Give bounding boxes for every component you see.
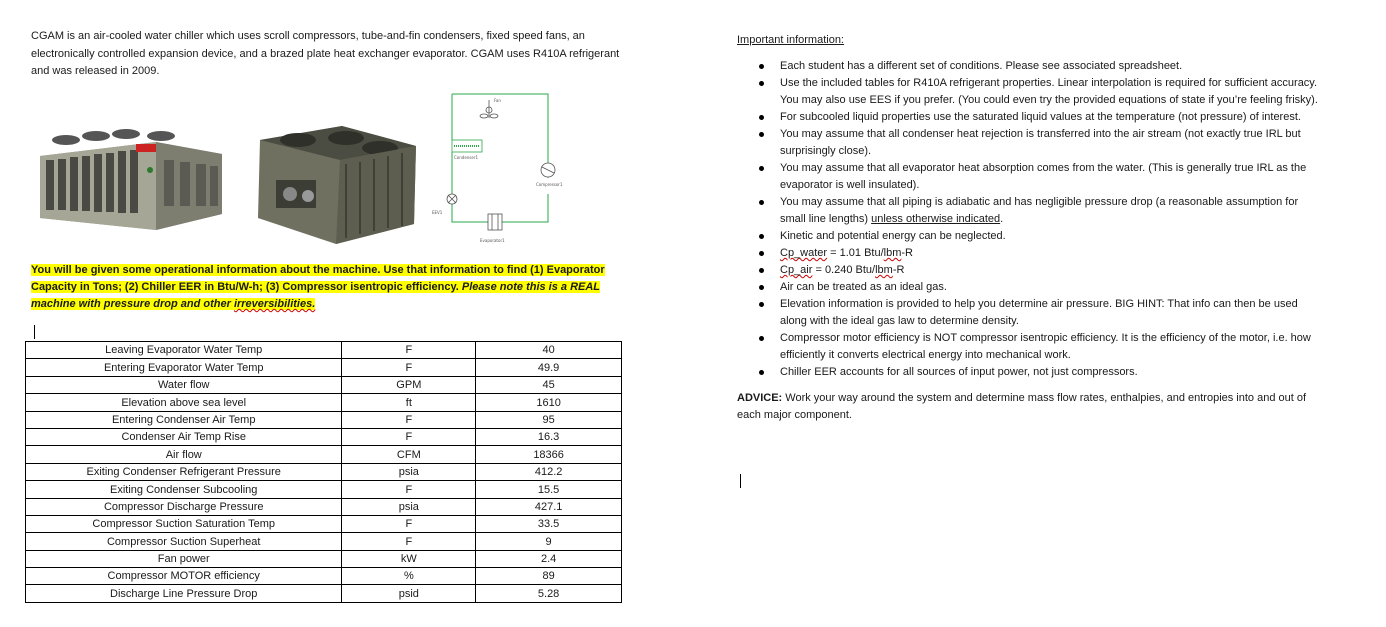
table-row (26, 411, 622, 428)
eev-label: EEV1 (432, 210, 443, 215)
table-row (26, 342, 622, 359)
advice-text: Work your way around the system and determine mass flow rates, enthalpies, and entropies into and out of each major component. (737, 392, 1307, 421)
table-row (26, 481, 622, 498)
table-cell-value: 15.5 (476, 481, 622, 498)
advice-paragraph (737, 390, 1337, 424)
evaporator-label: Evaporator1 (480, 238, 505, 243)
list-item: Elevation information is provided to help you determine air pressure. BIG HINT: That info can then be used along with the ideal gas law to determine density. (737, 296, 1337, 330)
compressor-label: Compressor1 (536, 182, 563, 187)
list-item: Use the included tables for R410A refrigerant properties. Linear interpolation is required for sufficient accuracy. You may also use EES if you prefer. (You could even try the provided equations of state if you’re feeling frisky). (737, 75, 1337, 109)
table-cell-value: 9 (476, 533, 622, 550)
table-cell-value: 1610 (476, 394, 622, 411)
table-row (26, 446, 622, 463)
table-cell-label: Discharge Line Pressure Drop (26, 585, 342, 602)
table-cell-unit: psia (342, 463, 476, 480)
text-cursor-left (34, 325, 35, 339)
table-cell-label: Condenser Air Temp Rise (26, 428, 342, 445)
task-note-text: Please note this is a REAL machine with pressure drop and other (31, 281, 600, 310)
bullet-icon (759, 132, 764, 137)
table-cell-label: Leaving Evaporator Water Temp (26, 342, 342, 359)
bullet-icon (759, 336, 764, 341)
table-cell-unit: kW (342, 550, 476, 567)
table-cell-label: Fan power (26, 550, 342, 567)
table-cell-unit: ft (342, 394, 476, 411)
bullet-icon (759, 64, 764, 69)
list-item: Each student has a different set of conditions. Please see associated spreadsheet. (737, 58, 1337, 75)
table-cell-value: 427.1 (476, 498, 622, 515)
important-info-title: Important information: (737, 34, 844, 46)
table-row (26, 359, 622, 376)
expansion-valve-icon (432, 194, 457, 215)
table-row (26, 550, 622, 567)
list-item: You may assume that all condenser heat rejection is transferred into the air stream (not exactly true IRL but surprisingly close). (737, 126, 1337, 160)
table-cell-unit: F (342, 533, 476, 550)
bullet-icon (759, 115, 764, 120)
bullet-icon (759, 285, 764, 290)
table-row (26, 533, 622, 550)
bullet-icon (759, 268, 764, 273)
table-cell-value: 49.9 (476, 359, 622, 376)
table-row (26, 394, 622, 411)
condenser-icon (452, 140, 482, 160)
table-cell-value: 18366 (476, 446, 622, 463)
table-cell-unit: F (342, 359, 476, 376)
operating-data-table (25, 341, 622, 603)
table-cell-value: 5.28 (476, 585, 622, 602)
list-item: Compressor motor efficiency is NOT compressor isentropic efficiency. It is the efficiency of the motor, i.e. how efficiently it converts electrical energy into mechanical work. (737, 330, 1337, 364)
table-cell-label: Air flow (26, 446, 342, 463)
table-cell-label: Water flow (26, 376, 342, 393)
table-cell-label: Compressor MOTOR efficiency (26, 568, 342, 585)
compressor-icon (536, 163, 563, 187)
table-cell-value: 95 (476, 411, 622, 428)
table-cell-label: Compressor Discharge Pressure (26, 498, 342, 515)
list-item: Cp_water = 1.01 Btu/lbm-R (737, 245, 1337, 262)
condenser-label: Condenser1 (454, 155, 479, 160)
task-statement (31, 262, 621, 313)
table-cell-unit: F (342, 515, 476, 532)
table-cell-unit: F (342, 342, 476, 359)
table-cell-unit: F (342, 428, 476, 445)
fan-icon (480, 98, 501, 118)
chiller-photo-front (36, 126, 226, 234)
list-item: Cp_air = 0.240 Btu/lbm-R (737, 262, 1337, 279)
list-item: Air can be treated as an ideal gas. (737, 279, 1337, 296)
table-row (26, 515, 622, 532)
table-cell-unit: F (342, 411, 476, 428)
table-cell-unit: CFM (342, 446, 476, 463)
table-cell-label: Exiting Condenser Subcooling (26, 481, 342, 498)
table-row (26, 376, 622, 393)
bullet-icon (759, 370, 764, 375)
bullet-icon (759, 81, 764, 86)
table-cell-value: 33.5 (476, 515, 622, 532)
bullet-icon (759, 302, 764, 307)
table-cell-unit: psid (342, 585, 476, 602)
table-cell-label: Entering Evaporator Water Temp (26, 359, 342, 376)
bullet-icon (759, 166, 764, 171)
table-cell-unit: psia (342, 498, 476, 515)
table-cell-label: Compressor Suction Superheat (26, 533, 342, 550)
refrigeration-schematic (428, 90, 570, 250)
task-note-irreversibilities: irreversibilities. (233, 298, 316, 310)
table-cell-value: 45 (476, 376, 622, 393)
table-cell-label: Elevation above sea level (26, 394, 342, 411)
important-bullet-list (737, 58, 1337, 381)
text-cursor-right (740, 474, 741, 488)
important-info-section (737, 32, 1337, 424)
table-row (26, 585, 622, 602)
table-cell-value: 16.3 (476, 428, 622, 445)
table-row (26, 568, 622, 585)
bullet-icon (759, 234, 764, 239)
list-item: For subcooled liquid properties use the saturated liquid values at the temperature (not pressure) of interest. (737, 109, 1337, 126)
table-cell-value: 412.2 (476, 463, 622, 480)
intro-paragraph: CGAM is an air-cooled water chiller which uses scroll compressors, tube-and-fin condensers, fixed speed fans, an electronically controlled expansion device, and a brazed plate heat exchanger evaporator. CGAM uses R410A refrigerant and was released in 2009. (31, 30, 620, 77)
table-cell-unit: GPM (342, 376, 476, 393)
table-row (26, 463, 622, 480)
table-cell-value: 40 (476, 342, 622, 359)
table-row (26, 428, 622, 445)
fan-label: Fan (494, 98, 501, 103)
evaporator-icon (480, 214, 505, 243)
table-cell-unit: % (342, 568, 476, 585)
list-item: Kinetic and potential energy can be neglected. (737, 228, 1337, 245)
table-cell-value: 89 (476, 568, 622, 585)
table-row (26, 498, 622, 515)
bullet-icon (759, 200, 764, 205)
list-item: You may assume that all piping is adiabatic and has negligible pressure drop (a reasonable assumption for small line lengths) unless otherwise indicated. (737, 194, 1337, 228)
table-cell-label: Compressor Suction Saturation Temp (26, 515, 342, 532)
table-cell-value: 2.4 (476, 550, 622, 567)
bullet-icon (759, 251, 764, 256)
list-item: You may assume that all evaporator heat absorption comes from the water. (This is generally true IRL as the evaporator is well insulated). (737, 160, 1337, 194)
task-main-text: You will be given some operational information about the machine. Use that information to find (1) Evaporator Capacity in Tons; (2) Chiller EER in Btu/W-h; (3) Compressor isentropic efficiency. (31, 264, 605, 293)
advice-label: ADVICE: (737, 392, 783, 404)
table-cell-label: Entering Condenser Air Temp (26, 411, 342, 428)
list-item: Chiller EER accounts for all sources of input power, not just compressors. (737, 364, 1337, 381)
table-cell-unit: F (342, 481, 476, 498)
table-cell-label: Exiting Condenser Refrigerant Pressure (26, 463, 342, 480)
chiller-photo-side (250, 120, 422, 248)
